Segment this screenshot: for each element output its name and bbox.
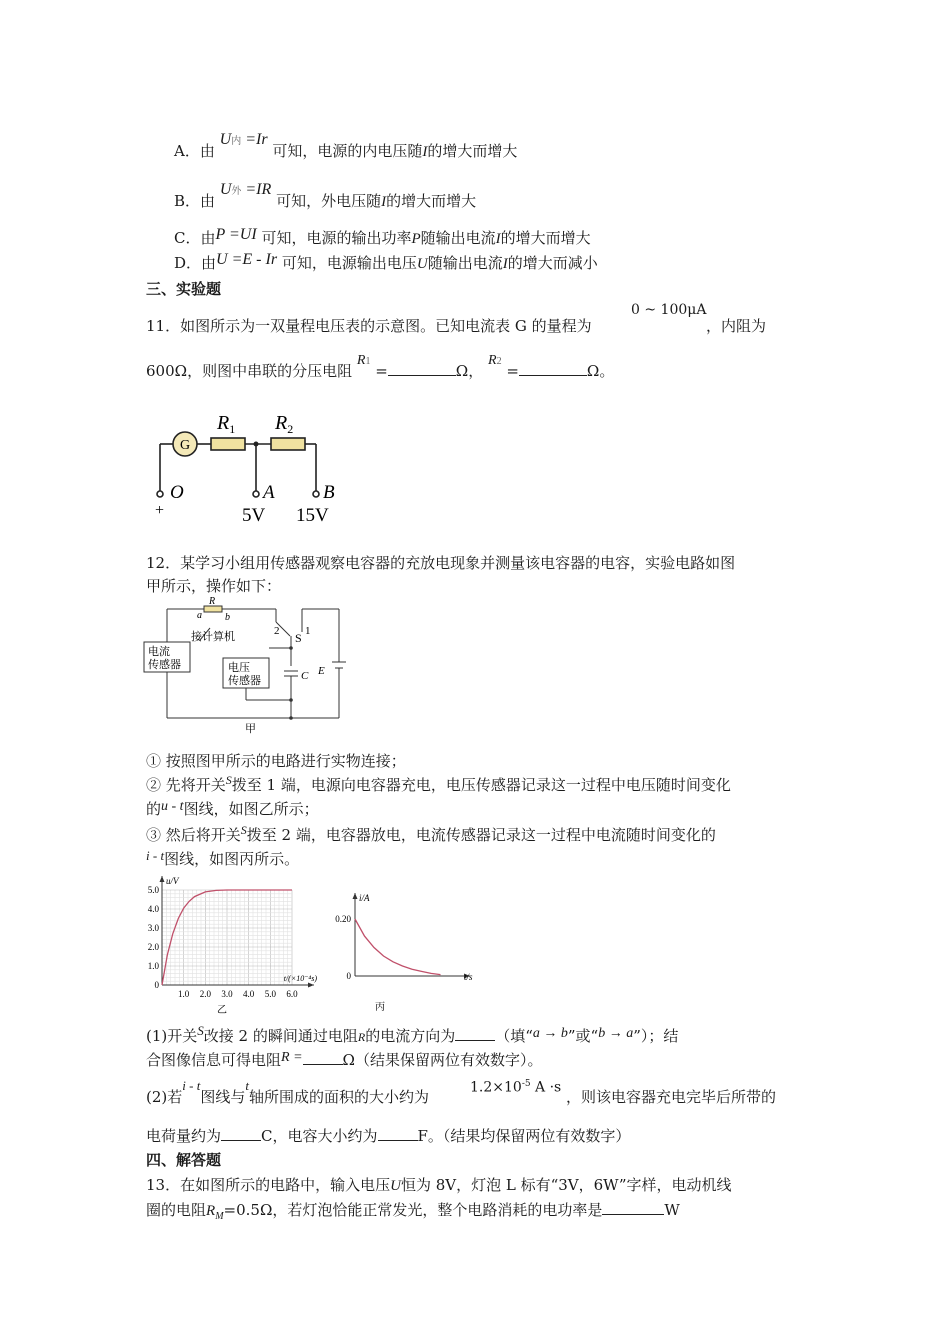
part1-cont-text: 合图像信息可得电阻 [146,1051,282,1069]
q11-line1 [146,316,592,336]
area-unit: A ·s [535,1079,562,1096]
terminal-o-label: O [170,482,184,503]
part1-prefix: (1)开关 [146,1027,198,1045]
y-tick-label: 5.0 [147,885,159,895]
step2-cont-text: 图线，如图乙所示； [183,800,319,818]
q13-line2 [146,1199,680,1227]
r-equals: R = [281,1050,303,1065]
option-d-text: 可知，电源输出电压 [281,254,417,272]
point-a-label: a [197,610,202,621]
option-c-tail: 的增大而增大 [500,229,591,247]
area-exponent: -5 [521,1079,531,1089]
resistor-symbol: R [357,1030,366,1044]
period: 。 [599,362,615,380]
i-t-symbol: i - t [146,848,165,863]
current-curve [355,919,441,975]
option-c-mid: 随输出电流 [420,229,496,247]
capacitance-text: C，电容大小约为 [261,1127,378,1145]
part2-prefix: (2)若 [146,1088,183,1106]
resistance-blank[interactable] [303,1049,343,1065]
option-d-tail: 的增大而减小 [507,254,598,272]
voltage-sensor-label: 电压 [228,661,250,674]
formula-a: U内 =Ir [219,131,268,148]
r1-label: $R_1$ [217,412,236,436]
part1-hint-close: ”）；结 [633,1027,679,1045]
y-tick-label: 4.0 [147,904,159,914]
galvanometer-label: G [179,438,191,453]
option-a-tail: 的增大而增大 [427,142,518,160]
formula-d: U =E - Ir [216,251,278,268]
part2-tail: F。（结果均保留两位有效数字） [417,1127,631,1145]
battery-e-label: E [318,665,325,677]
voltage-time-chart [130,868,330,1018]
var-u: U [416,256,428,272]
switch-symbol: S [225,773,232,787]
a-to-b: a → b [532,1026,568,1041]
unit-ohm: Ω [455,362,469,380]
q11-text: 11．如图所示为一双量程电压表的示意图。已知电流表 G 的量程为 [146,317,592,335]
option-c-text: 可知，电源的输出功率 [261,229,412,247]
part1-hint-or: ”或“ [567,1027,599,1045]
q12-part1-cont [146,1049,542,1072]
q13-line1 [146,1175,732,1196]
part2-text2: 轴所围成的面积的大小约为 [248,1088,429,1106]
var-rm: R [206,1203,216,1219]
var-p: P [411,231,421,247]
terminal-b-label: B [323,482,335,503]
q12-part1 [146,1025,678,1048]
y-tick-label: 2.0 [147,942,159,952]
formula-c: P =UI [215,226,257,243]
var-i: I [495,231,501,247]
option-a [174,131,518,164]
switch-s-label: S [295,631,302,645]
part1-text2: 的电流方向为 [365,1027,456,1045]
q12-part2-tail: ，则该电容器充电完毕后所带的 [566,1088,777,1106]
r2-label: $R_2$ [275,412,294,436]
step3-text: 拨至 2 端，电容器放电，电流传感器记录这一过程中电流随时间变化的 [246,826,716,844]
option-c [174,228,591,249]
chart-caption: 丙 [375,1002,385,1013]
chart-caption: 乙 [217,1005,227,1016]
range-15v-label: 15V [296,505,329,526]
x-tick-label: 6.0 [286,989,298,999]
y-axis-label: u/V [166,876,179,886]
range-5v-label: 5V [242,505,266,526]
y-tick-label: 3.0 [147,923,159,933]
var-i: I [381,194,387,210]
step2-text: 拨至 1 端，电源向电容器充电，电压传感器记录这一过程中电压随时间变化 [231,776,731,794]
q12-part2 [146,1078,429,1108]
var-i: I [502,256,508,272]
q11-line2-text: ，则图中串联的分压电阻 [187,362,353,380]
step3-prefix: ③ 然后将开关 [146,826,241,844]
y-tick-label: 0 [346,971,351,981]
step3-cont-text: 图线，如图丙所示。 [164,850,300,868]
var-i: I [422,144,428,160]
step2-prefix: ② 先将开关 [146,776,226,794]
i-t-symbol: i - t [182,1078,201,1093]
charge-text: 电荷量约为 [146,1127,222,1145]
var-u: U [390,1178,401,1194]
q12-step2 [146,775,731,796]
option-a-text: 可知，电源的内电压随 [272,142,423,160]
q12-step1: ① 按照图甲所示的电路进行实物连接； [146,752,406,770]
resistor-r-label: R [209,596,216,607]
q13-line2-text2: =0.5Ω，若灯泡恰能正常发光，整个电路消耗的电功率是 [223,1201,603,1219]
q11-line1-tail: ，内阻为 [706,317,767,335]
part1-hint-open: （填“ [495,1027,533,1045]
capacitor-c-label: C [301,670,309,682]
switch-pos-2: 2 [274,625,280,637]
q11-line2: 600Ω，则图中串联的分压电阻 R1 = Ω， R2 = Ω。 [146,353,615,380]
part1-cont-tail: Ω（结果保留两位有效数字）。 [342,1051,543,1069]
section-4-heading: 四、解答题 [146,1151,222,1169]
charge-blank[interactable] [221,1125,261,1141]
option-b [174,181,477,214]
x-tick-label: 2.0 [199,989,211,999]
capacitance-blank[interactable] [378,1125,418,1141]
x-tick-label: 4.0 [243,989,255,999]
y-axis-arrow [160,876,165,882]
r1-symbol: R1 [356,353,371,368]
option-d-mid: 随输出电流 [427,254,503,272]
current-sensor-label: 电流 [148,645,170,658]
q12-step3-cont [146,849,299,870]
part2-text: 图线与 [200,1088,246,1106]
x-tick-label: 3.0 [221,989,233,999]
x-tick-label: 1.0 [178,989,190,999]
section-3-heading: 三、实验题 [146,280,222,298]
current-sensor-label-2: 传感器 [148,658,181,671]
area-mantissa: 1.2×10 [470,1079,522,1096]
option-c-label: C．由 [174,229,216,247]
b-to-a: b → a [598,1026,634,1041]
part1-text: 改接 2 的瞬间通过电阻 [203,1027,358,1045]
unit-ohm: Ω [586,362,600,380]
q12-step2-cont [146,799,319,821]
switch-symbol: S [197,1023,204,1038]
current-time-chart [320,880,490,1020]
q11-range: 0 ~ 100μA [631,302,707,318]
r2-symbol: R2 [488,353,502,368]
current-direction-blank[interactable] [455,1025,495,1041]
option-b-text: 可知，外电压随 [276,192,382,210]
option-b-label: B．由 [174,192,216,210]
q13-line2-text: 圈的电阻 [146,1201,207,1219]
q12-step3 [146,825,716,846]
option-b-tail: 的增大而增大 [386,192,477,210]
computer-label: 接计算机 [191,630,235,643]
q12-line1: 12．某学习小组用传感器观察电容器的充放电现象并测量该电容器的电容，实验电路如图 [146,554,736,572]
switch-symbol: S [240,823,247,837]
y-axis-arrow [353,893,358,899]
var-rm-sub: M [215,1211,224,1222]
switch-pos-1: 1 [305,625,311,637]
option-d-label: D．由 [174,254,217,272]
capacitor-circuit-diagram [140,596,350,736]
voltage-sensor-label-2: 传感器 [228,674,261,687]
y-axis-label: i/A [359,893,370,903]
x-axis-arrow [308,983,314,988]
y-tick-label: 0.20 [335,914,351,924]
q11-resistance: 600Ω [146,362,188,380]
step2-cont-prefix: 的 [146,800,162,818]
q12-line2: 甲所示，操作如下： [146,577,282,595]
area-value [470,1074,561,1098]
q12-part2-cont [146,1125,630,1146]
q13-text: 13．在如图所示的电路中，输入电压 [146,1176,391,1194]
u-t-symbol: u - t [161,799,184,814]
r1-blank[interactable] [388,360,456,376]
point-b-label: b [225,612,230,623]
x-axis-label: t/s [464,972,473,982]
x-axis-label: t/(×10⁻⁴s) [283,974,317,983]
unit-watt: W [664,1201,680,1219]
q13-text2: 恒为 8V，灯泡 L 标有“3V，6W”字样，电动机线 [400,1176,732,1194]
t-symbol: t [245,1078,249,1093]
option-a-label: A．由 [174,142,215,160]
y-tick-label: 1.0 [147,961,159,971]
figure-jia-caption: 甲 [245,722,256,735]
x-tick-label: 5.0 [264,989,276,999]
formula-b: U外 =IR [219,181,272,198]
voltmeter-circuit-diagram [150,405,350,527]
option-d [174,253,598,274]
power-blank[interactable] [602,1199,664,1215]
y-tick-label: 0 [154,980,159,990]
terminal-a-label: A [263,482,275,503]
separator: ， [468,362,484,380]
r2-blank[interactable] [519,360,587,376]
plus-sign: + [155,502,165,519]
